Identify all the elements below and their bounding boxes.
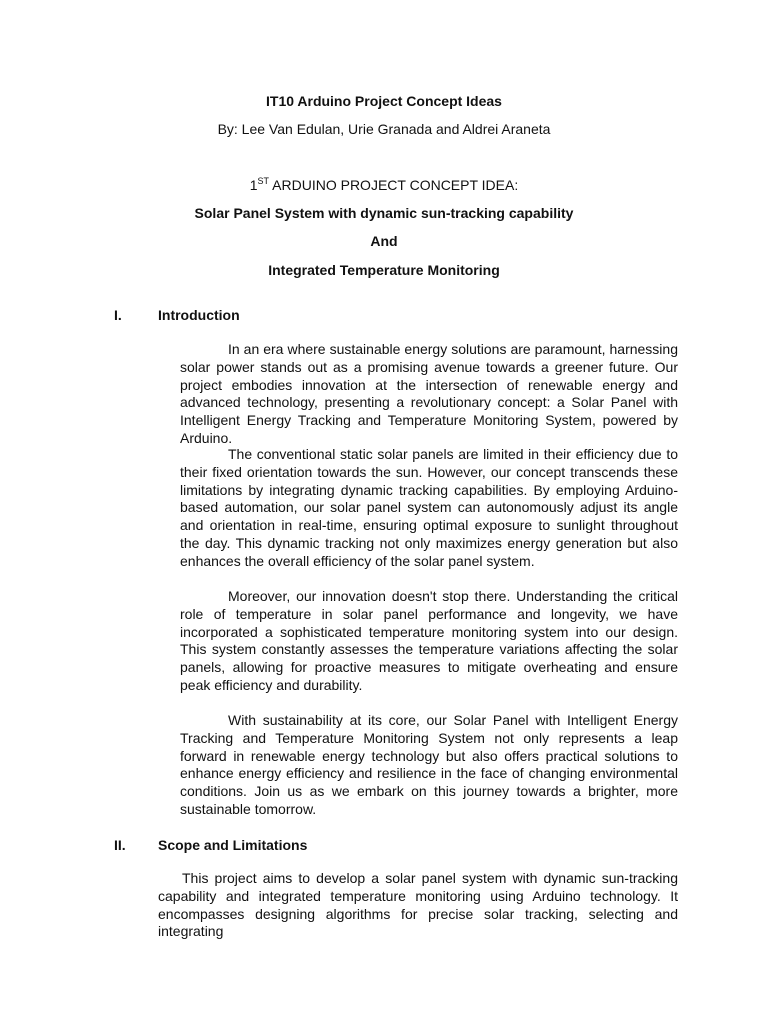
section-title-scope: Scope and Limitations — [158, 837, 308, 853]
document-title: IT10 Arduino Project Concept Ideas — [266, 93, 502, 109]
idea-heading — [0, 176, 768, 194]
idea-superscript: ST — [257, 176, 270, 186]
idea-title-line-3: Integrated Temperature Monitoring — [268, 262, 500, 278]
section-title-introduction: Introduction — [158, 307, 240, 323]
idea-label: ARDUINO PROJECT CONCEPT IDEA: — [269, 177, 519, 193]
section-number-scope: II. — [114, 837, 126, 853]
intro-paragraph-1: In an era where sustainable energy solutions are paramount, harnessing solar power stands out as a promising avenue towards a greener future. Our project embodies innovation at the intersection of renewable energy and advanced technology, presenting a revolutionary concept: a Solar Panel with Intelligent Energy Tracking and Temperature Monitoring System, powered by Arduino. — [180, 341, 678, 446]
scope-paragraph-1: This project aims to develop a solar panel system with dynamic sun-tracking capability and integrated temperature monitoring using Arduino technology. It encompasses designing algorithms for precise solar tracking, selecting and integrating — [158, 870, 678, 940]
intro-paragraph-2: The conventional static solar panels are limited in their efficiency due to their fixed orientation towards the sun. However, our concept transcends these limitations by integrating dynamic tracking capabilities. By employing Arduino-based automation, our solar panel system can autonomously adjust its angle and orientation in real-time, ensuring optimal exposure to sunlight throughout the day. This dynamic tracking not only maximizes energy generation but also enhances the overall efficiency of the solar panel system. — [180, 446, 678, 569]
idea-title-line-1: Solar Panel System with dynamic sun-tracking capability — [194, 205, 574, 221]
intro-paragraph-3: Moreover, our innovation doesn't stop there. Understanding the critical role of temperature in solar panel performance and longevity, we have incorporated a sophisticated temperature monitoring system into our design. This system constantly assesses the temperature variations affecting the solar panels, allowing for proactive measures to mitigate overheating and ensure peak efficiency and durability. — [180, 588, 678, 693]
idea-number: 1 — [249, 177, 258, 193]
authors-line: By: Lee Van Edulan, Urie Granada and Aldrei Araneta — [217, 121, 551, 137]
idea-title-line-2: And — [370, 233, 398, 249]
section-number-introduction: I. — [114, 307, 122, 323]
intro-paragraph-4: With sustainability at its core, our Solar Panel with Intelligent Energy Tracking and Temperature Monitoring System not only represents a leap forward in renewable energy technology but also offers practical solutions to enhance energy efficiency and resilience in the face of changing environmental conditions. Join us as we embark on this journey towards a brighter, more sustainable tomorrow. — [180, 712, 678, 817]
